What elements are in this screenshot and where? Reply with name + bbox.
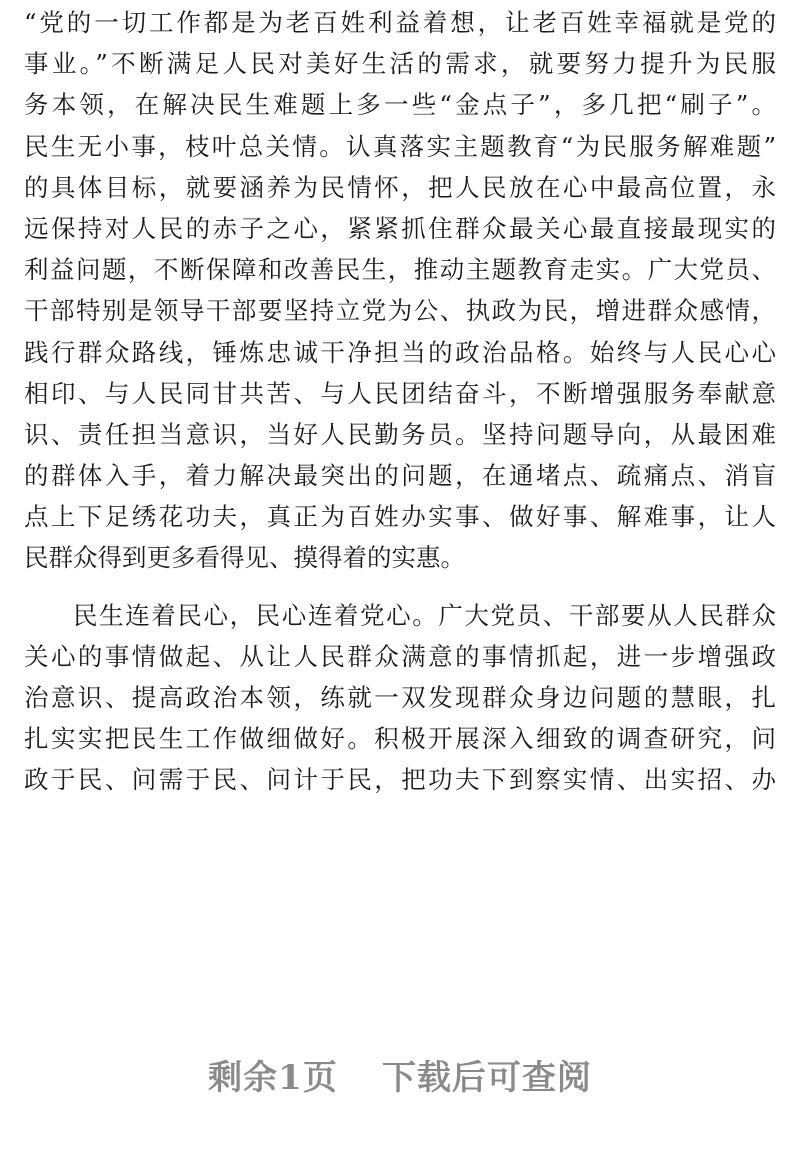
paragraph-spacer bbox=[24, 579, 776, 595]
text-line: 民生无小事，枝叶总关情。认真落实主题教育“为民服务解难题” bbox=[24, 131, 776, 161]
text-line: 扎实实把民生工作做细做好。积极开展深入细致的调查研究，问 bbox=[24, 724, 776, 754]
download-prompt[interactable] bbox=[0, 1050, 800, 1099]
text-line: 践行群众路线，锤炼忠诚干净担当的政治品格。始终与人民心心 bbox=[24, 337, 776, 367]
download-to-view-label: 下载后可查阅 bbox=[381, 1058, 592, 1098]
text-line: 点上下足绣花功夫，真正为百姓办实事、做好事、解难事，让人 bbox=[24, 502, 776, 532]
text-line: 干部特别是领导干部要坚持立党为公、执政为民，增进群众感情， bbox=[24, 296, 776, 326]
paragraph-2 bbox=[24, 595, 776, 801]
remaining-pages-label: 剩余1页 bbox=[208, 1058, 338, 1098]
text-line: 治意识、提高政治本领，练就一双发现群众身边问题的慧眼，扎 bbox=[24, 683, 776, 712]
text-line: 务本领，在解决民生难题上多一些“金点子”，多几把“刷子”。 bbox=[24, 90, 776, 120]
text-line: 政于民、问需于民、问计于民，把功夫下到察实情、出实招、办 bbox=[24, 765, 776, 795]
text-line: 民群众得到更多看得见、摸得着的实惠。 bbox=[24, 543, 465, 573]
document-body bbox=[24, 2, 776, 801]
paragraph-1 bbox=[24, 2, 776, 579]
text-line: 事业。”不断满足人民对美好生活的需求，就要努力提升为民服 bbox=[24, 49, 776, 79]
text-line: 的具体目标，就要涵养为民情怀，把人民放在心中最高位置，永 bbox=[24, 172, 776, 202]
text-line: 民生连着民心，民心连着党心。广大党员、干部要从人民群众 bbox=[73, 600, 776, 630]
text-line: 关心的事情做起、从让人民群众满意的事情抓起，进一步增强政 bbox=[24, 641, 776, 671]
text-line: 远保持对人民的赤子之心，紧紧抓住群众最关心最直接最现实的 bbox=[24, 213, 776, 243]
text-line: 的群体入手，着力解决最突出的问题，在通堵点、疏痛点、消盲 bbox=[24, 461, 776, 491]
text-line: 识、责任担当意识，当好人民勤务员。坚持问题导向，从最困难 bbox=[24, 419, 776, 449]
text-line: 相印、与人民同甘共苦、与人民团结奋斗，不断增强服务奉献意 bbox=[24, 378, 776, 408]
text-line: 利益问题，不断保障和改善民生，推动主题教育走实。广大党员、 bbox=[24, 255, 776, 285]
text-line: “党的一切工作都是为老百姓利益着想，让老百姓幸福就是党的 bbox=[24, 8, 776, 37]
